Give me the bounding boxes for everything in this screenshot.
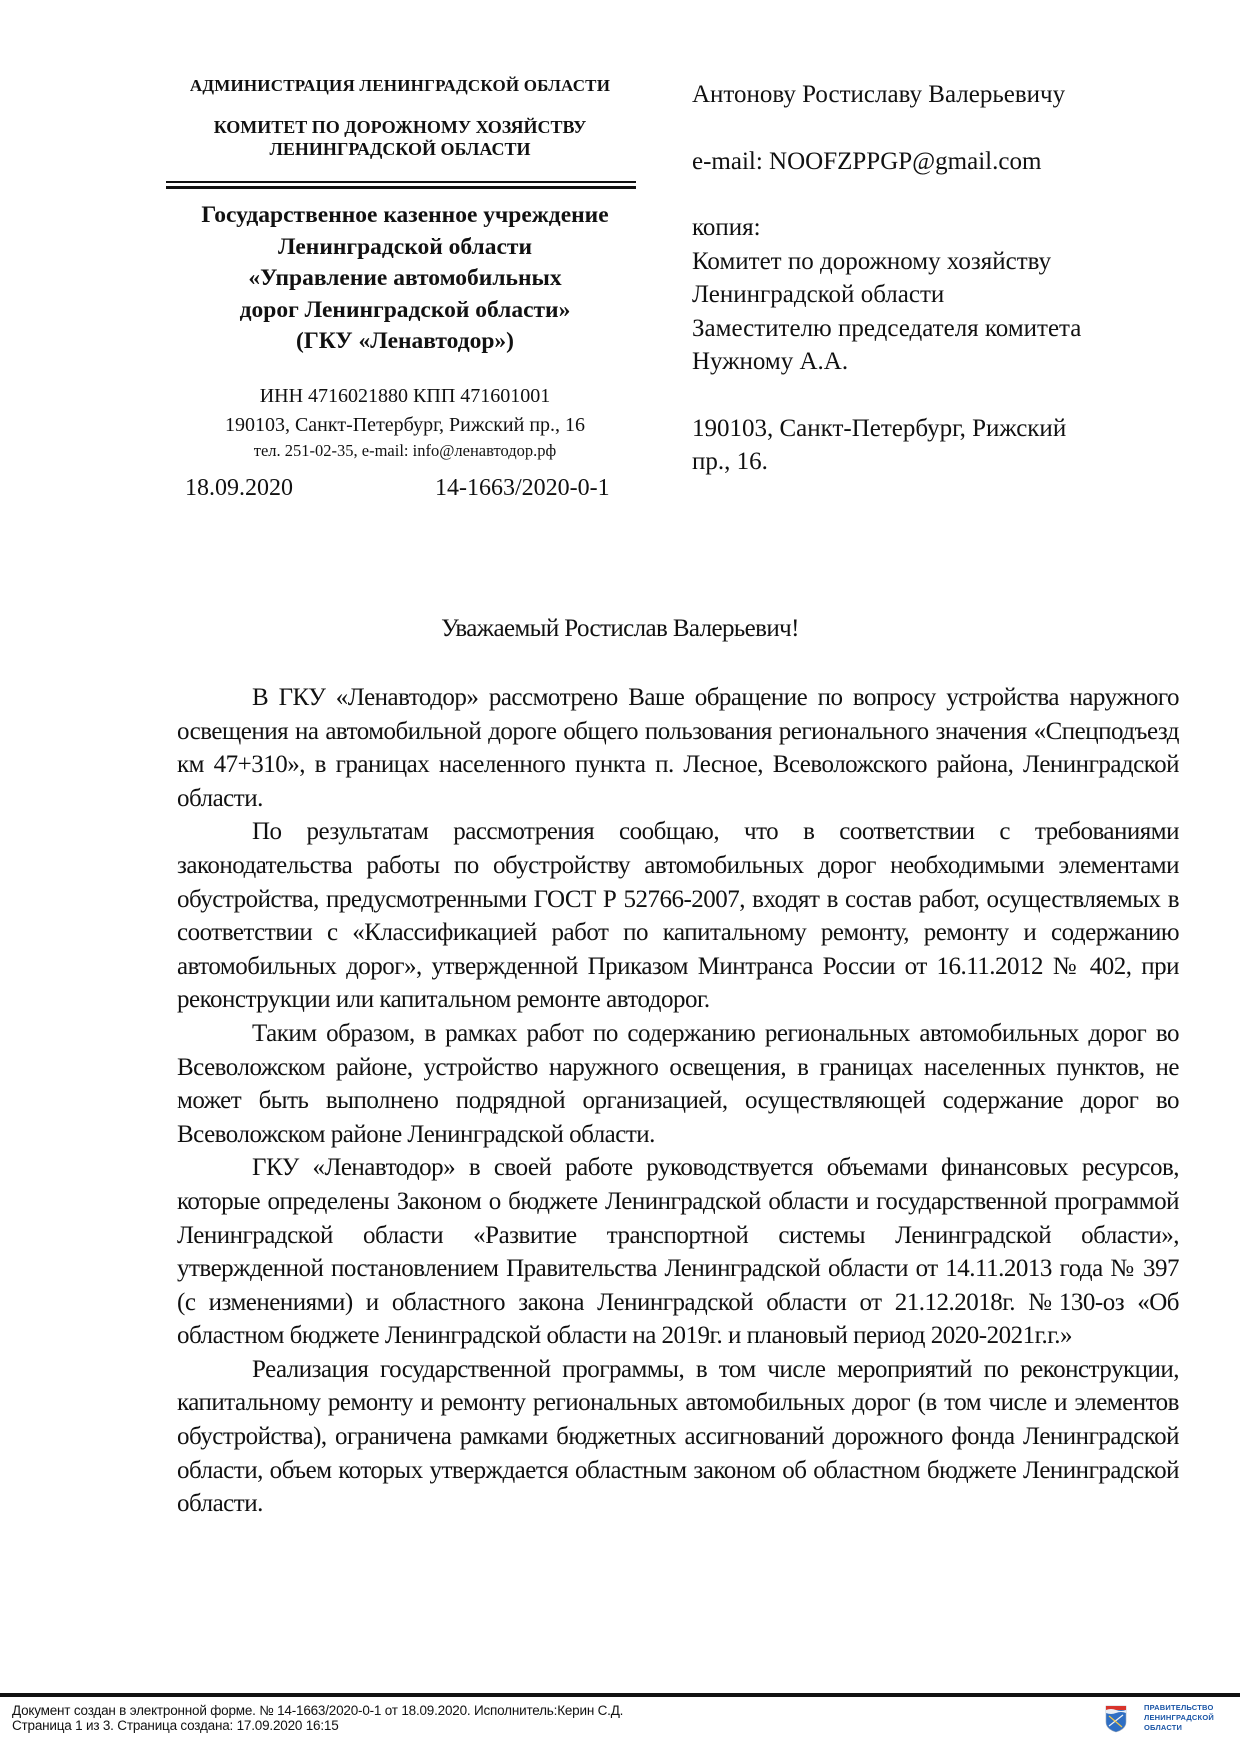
org-name-line: «Управление автомобильных	[248, 265, 562, 291]
government-logo	[1105, 1703, 1235, 1739]
footer-divider	[0, 1693, 1240, 1697]
footer-document-info: Документ создан в электронной форме. № 14-1663/2020-0-1 от 18.09.2020. Исполнитель:Керин С.Д.	[12, 1703, 624, 1718]
org-name-line: дорог Ленинградской области»	[239, 296, 571, 323]
committee-title-line: КОМИТЕТ ПО ДОРОЖНОМУ ХОЗЯЙСТВУ	[213, 117, 587, 137]
government-name-line: ПРАВИТЕЛЬСТВО	[1144, 1703, 1214, 1712]
committee-title	[160, 116, 640, 160]
committee-title-line: ЛЕНИНГРАДСКОЙ ОБЛАСТИ	[269, 139, 531, 159]
administration-title: АДМИНИСТРАЦИЯ ЛЕНИНГРАДСКОЙ ОБЛАСТИ	[189, 76, 611, 95]
body-paragraph: Реализация государственной программы, в том числе мероприятий по реконструкции, капитальному ремонту и ремонту региональных автомобильных дорог (в том числе и элементов обустройства), ограничена рамками бюджетных ассигнований дорожного фонда Ленинградской области, объем которых утверждается областным законом об областном бюджете Ленинградской области.	[177, 1355, 1179, 1518]
sender-header	[160, 76, 640, 160]
registration-number: 14-1663/2020-0-1	[435, 475, 610, 501]
addressee-address-line: пр., 16.	[692, 448, 768, 475]
sender-contacts: тел. 251-02-35, e-mail: info@ленавтодор.рф	[253, 441, 557, 460]
footer-page-info: Страница 1 из 3. Страница создана: 17.09.2020 16:15	[12, 1718, 339, 1733]
inn-kpp: ИНН 4716021880 КПП 471601001	[259, 385, 551, 407]
organization-name	[150, 200, 660, 358]
copy-label: копия:	[692, 214, 761, 241]
coat-of-arms-icon	[1105, 1705, 1127, 1733]
org-name-line: Ленинградской области	[278, 233, 532, 260]
body-paragraph: В ГКУ «Ленавтодор» рассмотрено Ваше обращение по вопросу устройства наружного освещения на автомобильной дороге общего пользования регионального значения «Спецподъезд км 47+310», в границах населенного пункта п. Лесное, Всеволожского района, Ленинградской области.	[177, 684, 1179, 812]
footer-info	[12, 1703, 623, 1733]
letter-date: 18.09.2020	[185, 475, 293, 501]
copy-recipient-line: Ленинградской области	[692, 281, 945, 308]
body-paragraph: По результатам рассмотрения сообщаю, что в соответствии с требованиями законодательства работы по обустройству автомобильных дорог необходимыми элементами обустройства, предусмотренными ГОСТ Р 52766-2007, входят в состав работ, осуществляемых в соответствии с «Классификацией работ по капитальному ремонту, ремонту и содержанию автомобильных дорог», утвержденной Приказом Минтранса России от 16.11.2012 № 402, при реконструкции или капитальном ремонте автодорог.	[177, 818, 1179, 1014]
salutation: Уважаемый Ростислав Валерьевич!	[441, 615, 799, 642]
copy-recipient-line: Нужному А.А.	[692, 348, 849, 375]
sender-address: 190103, Санкт-Петербург, Рижский пр., 16	[224, 414, 586, 436]
addressee-address-line: 190103, Санкт-Петербург, Рижский	[692, 414, 1067, 442]
addressee-email: e-mail: NOOFZPPGP@gmail.com	[692, 147, 1042, 175]
body-paragraph: Таким образом, в рамках работ по содержанию региональных автомобильных дорог во Всеволожском районе, устройство наружного освещения, в границах населенных пунктов, не может быть выполнено подрядной организацией, осуществляющей содержание дорог во Всеволожском районе Ленинградской области.	[177, 1019, 1179, 1148]
body-paragraph: ГКУ «Ленавтодор» в своей работе руководствуется объемами финансовых ресурсов, которые определены Законом о бюджете Ленинградской области и государственной программой Ленинградской области «Развитие транспортной системы Ленинградской области», утвержденной постановлением Правительства Ленинградской области от 14.11.2013 года № 397 (с изменениями) и областного закона Ленинградской области от 21.12.2018г. №130-оз «Об областном бюджете Ленинградской области на 2019г. и плановый период 2020-2021г.г.»	[177, 1154, 1179, 1350]
sender-requisites	[150, 382, 660, 462]
government-name-line: ЛЕНИНГРАДСКОЙ	[1144, 1713, 1214, 1722]
addressee-block	[692, 78, 1192, 479]
header-divider	[166, 181, 636, 189]
copy-recipient-line: Заместителю председателя комитета	[692, 314, 1082, 342]
org-name-line: (ГКУ «Ленавтодор»)	[296, 328, 514, 354]
government-name-line: ОБЛАСТИ	[1144, 1723, 1183, 1732]
letter-body	[177, 681, 1179, 1521]
copy-recipient-line: Комитет по дорожному хозяйству	[692, 247, 1052, 275]
org-name-line: Государственное казенное учреждение	[201, 202, 609, 228]
addressee-name: Антонову Ростиславу Валерьевичу	[692, 81, 1066, 108]
government-name	[1144, 1703, 1214, 1733]
